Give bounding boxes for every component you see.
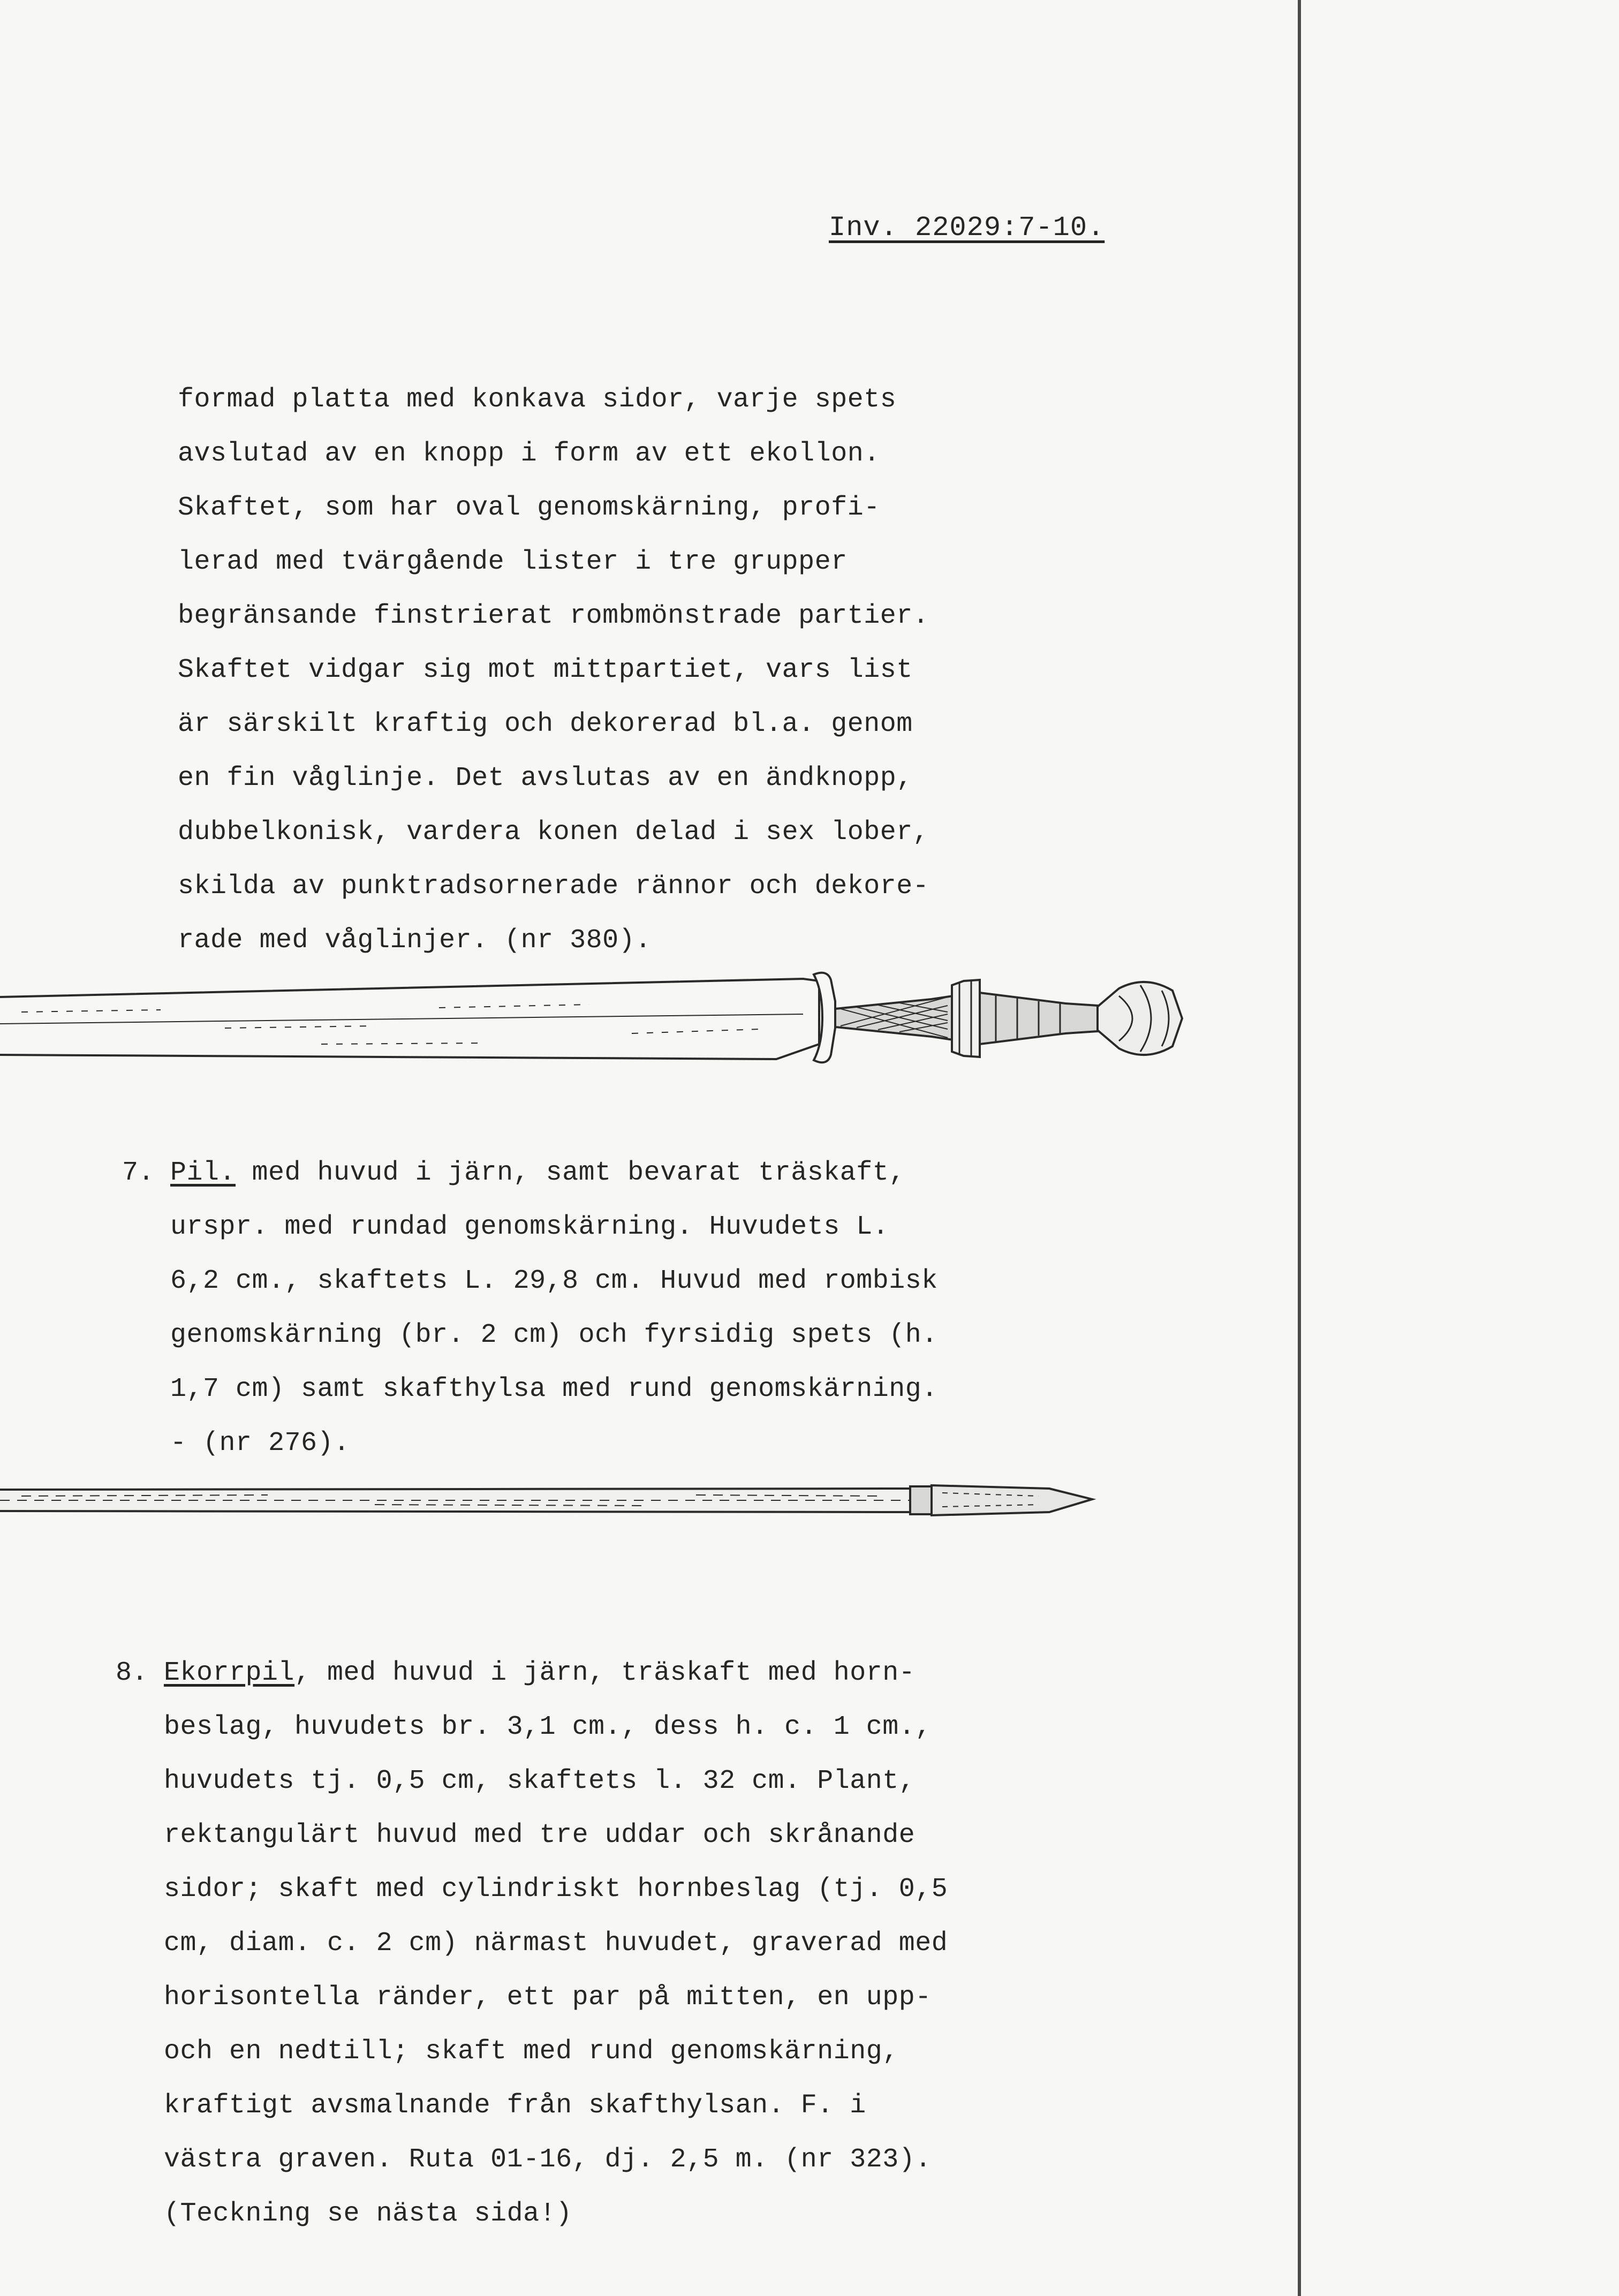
text-line: skilda av punktradsornerade rännor och dekore- <box>178 871 929 902</box>
text-line: sidor; skaft med cylindriskt hornbeslag (tj. 0,5 <box>164 1874 948 1905</box>
text-line: rektangulärt huvud med tre uddar och skrånande <box>164 1820 916 1851</box>
text-line: (Teckning se nästa sida!) <box>164 2199 572 2229</box>
text-line: genomskärning (br. 2 cm) och fyrsidig spets (h. <box>170 1320 938 1350</box>
text-line: rade med våglinjer. (nr 380). <box>178 925 652 956</box>
item-7-term: Pil. <box>170 1158 236 1188</box>
item-7-first-rest: med huvud i järn, samt bevarat träskaft, <box>236 1158 905 1188</box>
text-line: formad platta med konkava sidor, varje spets <box>178 384 897 415</box>
text-line: västra graven. Ruta 01-16, dj. 2,5 m. (nr 323). <box>164 2144 932 2175</box>
text-line: dubbelkonisk, vardera konen delad i sex lober, <box>178 817 929 848</box>
text-line: är särskilt kraftig och dekorerad bl.a. genom <box>178 709 913 739</box>
text-line: Skaftet, som har oval genomskärning, profi- <box>178 493 880 523</box>
item-7-first-line <box>170 1158 905 1188</box>
sword-drawing <box>0 964 1199 1103</box>
text-line: beslag, huvudets br. 3,1 cm., dess h. c. 1 cm., <box>164 1712 932 1742</box>
text-line: 1,7 cm) samt skafthylsa med rund genomskärning. <box>170 1374 938 1404</box>
text-line: Skaftet vidgar sig mot mittpartiet, vars list <box>178 655 913 685</box>
text-line: lerad med tvärgående lister i tre grupper <box>178 547 848 577</box>
item-8-term: Ekorrpil <box>164 1658 295 1688</box>
text-line: 6,2 cm., skaftets L. 29,8 cm. Huvud med rombisk <box>170 1266 938 1296</box>
text-line: urspr. med rundad genomskärning. Huvudets L. <box>170 1212 889 1242</box>
text-line: avslutad av en knopp i form av ett ekollon. <box>178 439 880 469</box>
item-8-number: 8. <box>116 1658 148 1688</box>
item-7-number: 7. <box>122 1158 155 1188</box>
inventory-number: Inv. 22029:7-10. <box>829 212 1105 244</box>
text-line: cm, diam. c. 2 cm) närmast huvudet, graverad med <box>164 1928 948 1959</box>
page-edge-line <box>1298 0 1301 2296</box>
text-line: och en nedtill; skaft med rund genomskärning, <box>164 2036 899 2067</box>
arrow-drawing <box>0 1467 1103 1526</box>
item-8-first-rest: , med huvud i järn, träskaft med horn- <box>294 1658 916 1688</box>
text-line: begränsande finstrierat rombmönstrade partier. <box>178 601 929 631</box>
item-8-first-line <box>164 1658 915 1688</box>
text-line: en fin våglinje. Det avslutas av en ändknopp, <box>178 763 913 794</box>
text-line: horisontella ränder, ett par på mitten, en upp- <box>164 1982 932 2013</box>
text-line: huvudets tj. 0,5 cm, skaftets l. 32 cm. Plant, <box>164 1766 916 1796</box>
text-line: - (nr 276). <box>170 1428 350 1459</box>
text-line: kraftigt avsmalnande från skafthylsan. F. i <box>164 2090 866 2121</box>
